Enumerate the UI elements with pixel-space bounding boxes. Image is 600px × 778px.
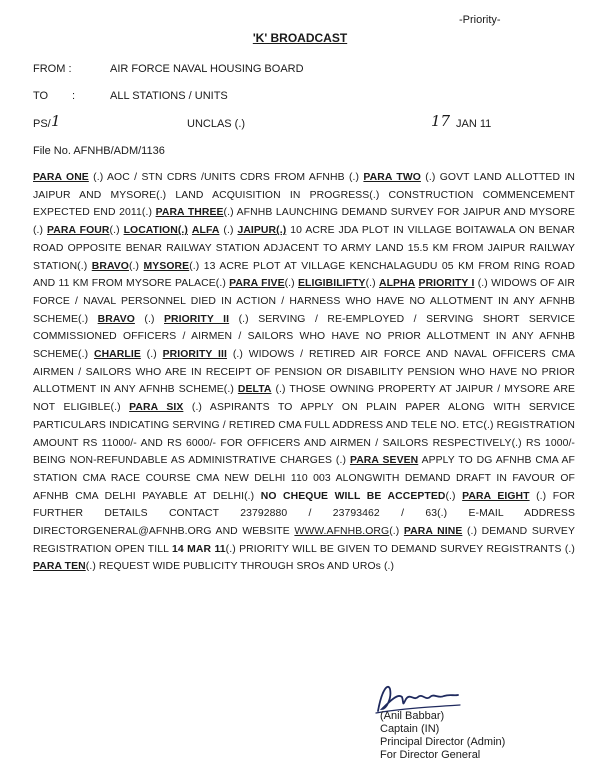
priority-two-heading: PRIORITY II [164, 313, 230, 325]
para-ten-heading: PARA TEN [33, 561, 86, 573]
body-text: (.) DEMAND SURVEY REGISTRATION OPEN TILL [33, 526, 575, 555]
para-one-heading: PARA ONE [33, 172, 89, 183]
signature-block [380, 710, 505, 762]
date-day: 17 [431, 112, 451, 130]
para-eight-heading: PARA EIGHT [462, 490, 530, 502]
file-number: File No. AFNHB/ADM/1136 [33, 145, 165, 157]
body-text: (.) [109, 225, 124, 237]
signature-stroke [378, 687, 458, 711]
body-text: (.) [389, 526, 404, 538]
signatory-name: (Anil Babbar) [380, 710, 445, 722]
delta-heading: DELTA [237, 384, 272, 396]
priority-label: -Priority- [459, 14, 501, 26]
body-text: 10 ACRE JDA PLOT IN VILLAGE BOITAWALA ON BENAR ROAD OPPOSITE BENAR RAILWAY STATION ADJACENT TO ARMY LAND 15.5 KM FROM JAIPUR RAILWAY STATION(.) [33, 225, 575, 272]
bravo-heading: BRAVO [91, 260, 129, 272]
to-colon: : [72, 90, 76, 102]
para-nine-heading: PARA NINE [403, 526, 463, 538]
ps-number: 1 [51, 112, 61, 130]
to-value: ALL STATIONS / UNITS [110, 90, 228, 102]
registration-deadline: 14 MAR 11 [171, 543, 226, 555]
para-two-heading: PARA TWO [363, 172, 421, 183]
bravo-priority-heading: BRAVO [97, 313, 135, 325]
mysore-heading: MYSORE [143, 260, 190, 272]
para-three-heading: PARA THREE [155, 207, 224, 219]
body-text: (.) AFNHB LAUNCHING DEMAND SURVEY FOR JAIPUR AND MYSORE (.) [33, 207, 576, 237]
body-text: (.) [445, 490, 463, 502]
body-text: (.) THOSE OWNING PROPERTY AT JAIPUR / MYSORE ARE NOT ELIGIBLE(.) [33, 384, 575, 414]
alpha-heading: ALPHA [378, 278, 416, 290]
to-label: TO [33, 90, 49, 102]
priority-three-heading: PRIORITY III [162, 349, 228, 361]
para-six-heading: PARA SIX [129, 402, 184, 414]
body-text: (.) [129, 260, 144, 272]
charlie-heading: CHARLIE [93, 349, 141, 361]
eligibility-heading: ELIGIBILIFTY [298, 278, 366, 290]
body-text: (.) AOC / STN CDRS /UNITS CDRS FROM AFNHB (.) [88, 172, 364, 183]
alfa-heading: ALFA [191, 225, 220, 237]
body-text: (.) 13 ACRE PLOT AT VILLAGE KENCHALAGUDU 05 KM FROM RING ROAD AND 11 KM FROM MYSORE PALACE(.) [33, 260, 575, 290]
body-text: (.) WIDOWS OF AIR FORCE / NAVAL PERSONNEL DIED IN ACTION / HARNESS WHO HAVE NO ALLOTMENT IN ANY AFNHB SCHEME(.) [33, 278, 575, 325]
body-text: (.) SERVING / RE-EMPLOYED / SERVING SHORT SERVICE COMMISSIONED OFFICERS / AIRMEN / SAILORS WHO HAVE NO PRIOR ALLOTMENT IN ANY AFNHB SCHEME(.) [33, 313, 575, 361]
para-five-heading: PARA FIVE [229, 278, 285, 290]
unclas-label: UNCLAS (.) [187, 118, 246, 130]
signatory-designation: Principal Director (Admin) [380, 736, 506, 748]
para-seven-heading: PARA SEVEN [349, 455, 419, 467]
date-month-year: JAN 11 [456, 118, 492, 130]
jaipur-heading: JAIPUR(.) [237, 225, 287, 237]
ps-label: PS/ [33, 118, 51, 130]
body-text: (.) FOR FURTHER DETAILS CONTACT 23792880 / 23793462 / 63(.) E-MAIL ADDRESS DIRECTORGENERAL@AFNHB.ORG AND WEBSITE [33, 490, 575, 538]
title-text: 'K' BROADCAST [252, 31, 348, 45]
signatory-for: For Director General [380, 749, 481, 761]
message-body [33, 169, 575, 576]
body-text: (.) GOVT LAND ALLOTTED IN JAIPUR AND MYSORE(.) LAND ACQUISITION IN PROGRESS(.) CONSTRUCTION COMMENCEMENT EXPECTED END 2011(.) [33, 172, 575, 219]
body-text: (.) [284, 278, 298, 290]
body-text: (.) WIDOWS / RETIRED AIR FORCE AND NAVAL OFFICERS CMA AIRMEN / SAILORS WHO ARE IN RECEIPT OF PENSION OR DISABILITY PENSION WHO HAVE NO PRIOR ALLOTMENT IN ANY AFNHB SCHEME(.) [33, 349, 575, 396]
location-heading: LOCATION(.) [123, 225, 188, 237]
body-text: (.) [365, 278, 379, 290]
body-text: (.) ASPIRANTS TO APPLY ON PLAIN PAPER ALONG WITH SERVICE PARTICULARS INDICATING SERVING / RETIRED CMA FULL ADDRESS AND TELE NO. ETC(.) REGISTRATION AMOUNT RS 11000/- AND RS 6000/- FOR OFFICERS AND AIRMEN / SAILORS RESPECTIVELY(.) RS 1000/- BEING NON-REFUNDABLE AS ADMINISTRATIVE CHARGES (.) [33, 402, 576, 467]
body-text: APPLY TO DG AFNHB CMA AF STATION CMA RACE COURSE CMA NEW DELHI 110 003 ALONGWITH DEMAND DRAFT IN FAVOUR OF AFNHB CMA DELHI PAYABLE AT DELHI(.) [33, 455, 575, 502]
document-title [0, 31, 600, 45]
priority-one-heading: PRIORITY I [418, 278, 475, 290]
para-four-heading: PARA FOUR [47, 225, 110, 237]
body-text: (.) [134, 313, 164, 325]
body-text: (.) [219, 225, 238, 237]
no-cheque-notice: NO CHEQUE WILL BE ACCEPTED [260, 490, 446, 502]
body-text: (.) [140, 349, 163, 361]
body-text: (.) PRIORITY WILL BE GIVEN TO DEMAND SURVEY REGISTRANTS (.) [225, 543, 575, 555]
from-value: AIR FORCE NAVAL HOUSING BOARD [110, 63, 304, 75]
body-text: (.) REQUEST WIDE PUBLICITY THROUGH SROs AND UROs (.) [85, 561, 395, 573]
signatory-rank: Captain (IN) [380, 723, 440, 735]
website-link[interactable]: WWW.AFNHB.ORG [294, 526, 390, 538]
from-label: FROM : [33, 63, 72, 75]
